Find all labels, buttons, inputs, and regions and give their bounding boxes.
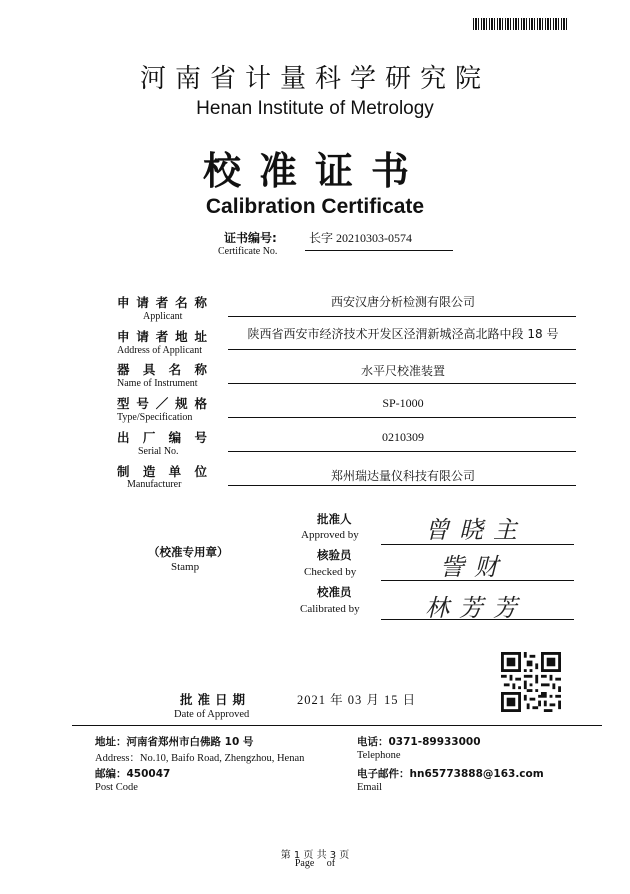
serial-no-underline <box>228 451 576 452</box>
manufacturer-underline <box>228 485 576 486</box>
calibrated-by-line <box>381 619 574 620</box>
manufacturer-label-en: Manufacturer <box>127 479 182 490</box>
approved-by-label: 批准人 <box>317 512 352 526</box>
footer-divider <box>72 725 602 726</box>
barcode <box>473 18 569 30</box>
checker-signature: 訾财 <box>440 553 508 581</box>
footer-phone: 电话：0371-89933000 <box>357 736 481 748</box>
applicant-label-en: Applicant <box>143 311 183 322</box>
approver-signature: 曾晓主 <box>425 516 527 544</box>
footer-address: 地址：河南省郑州市白佛路 10 号 <box>95 736 254 748</box>
footer-email-en: Email <box>357 782 383 793</box>
approval-date-label: 批准日期 <box>180 692 251 707</box>
type-spec-value: SP-1000 <box>382 396 424 410</box>
certificate-no-value: 长字 20210303-0574 <box>309 231 412 245</box>
calibrated-by-label-en: Calibrated by <box>300 603 360 615</box>
serial-no-value: 0210309 <box>382 430 424 444</box>
serial-no-label-en: Serial No. <box>138 446 179 457</box>
page-number-en: Page of <box>294 858 336 869</box>
certificate-no-underline <box>305 250 453 251</box>
applicant-address-underline <box>228 349 576 350</box>
checked-by-line <box>381 580 574 581</box>
manufacturer-label: 制造单位 <box>117 464 207 479</box>
approval-date-value: 2021 年 03 月 15 日 <box>297 693 417 707</box>
institute-name-en: Henan Institute of Metrology <box>196 98 434 119</box>
certificate-no-label-en: Certificate No. <box>218 246 278 257</box>
manufacturer-value: 郑州瑞达量仪科技有限公司 <box>330 469 475 483</box>
calibrated-by-label: 校准员 <box>317 585 352 599</box>
type-spec-label: 型号／规格 <box>117 396 207 411</box>
applicant-address-label-en: Address of Applicant <box>117 345 202 356</box>
instrument-name-label-en: Name of Instrument <box>117 378 198 389</box>
certificate-title-cn: 校准证书 <box>202 149 427 193</box>
instrument-name-underline <box>228 383 576 384</box>
footer-email[interactable]: 电子邮件：hn65773888@163.com <box>357 768 544 780</box>
checked-by-label: 核验员 <box>317 548 352 562</box>
stamp-label-en: Stamp <box>171 561 200 573</box>
stamp-label: （校准专用章） <box>148 545 229 559</box>
qr-code <box>501 652 561 712</box>
page-number: 第 1 页 共 3 页 <box>280 850 350 861</box>
institute-name-cn: 河南省计量科学研究院 <box>139 64 490 94</box>
certificate-no-label: 证书编号: <box>224 231 277 245</box>
type-spec-label-en: Type/Specification <box>117 412 193 423</box>
applicant-underline <box>228 316 576 317</box>
footer-address-en: Address：No.10, Baifo Road, Zhengzhou, Henan <box>95 753 305 764</box>
footer-phone-en: Telephone <box>357 750 401 761</box>
checked-by-label-en: Checked by <box>304 566 357 578</box>
calibrator-signature: 林芳芳 <box>425 594 527 622</box>
footer-postcode: 邮编：450047 <box>95 768 171 780</box>
applicant-label: 申请者名称 <box>117 295 207 310</box>
approved-by-line <box>381 544 574 545</box>
instrument-name-value: 水平尺校准装置 <box>360 364 445 378</box>
applicant-address-value: 陕西省西安市经济技术开发区泾渭新城泾高北路中段 18 号 <box>247 327 559 341</box>
approved-by-label-en: Approved by <box>301 529 359 541</box>
certificate-title-en: Calibration Certificate <box>205 195 425 218</box>
applicant-address-label: 申请者地址 <box>117 329 207 344</box>
footer-postcode-en: Post Code <box>95 782 138 793</box>
approval-date-label-en: Date of Approved <box>174 709 250 720</box>
serial-no-label: 出厂编号 <box>117 430 207 445</box>
instrument-name-label: 器具名称 <box>117 362 207 377</box>
applicant-value: 西安汉唐分析检测有限公司 <box>330 295 475 309</box>
type-spec-underline <box>228 417 576 418</box>
